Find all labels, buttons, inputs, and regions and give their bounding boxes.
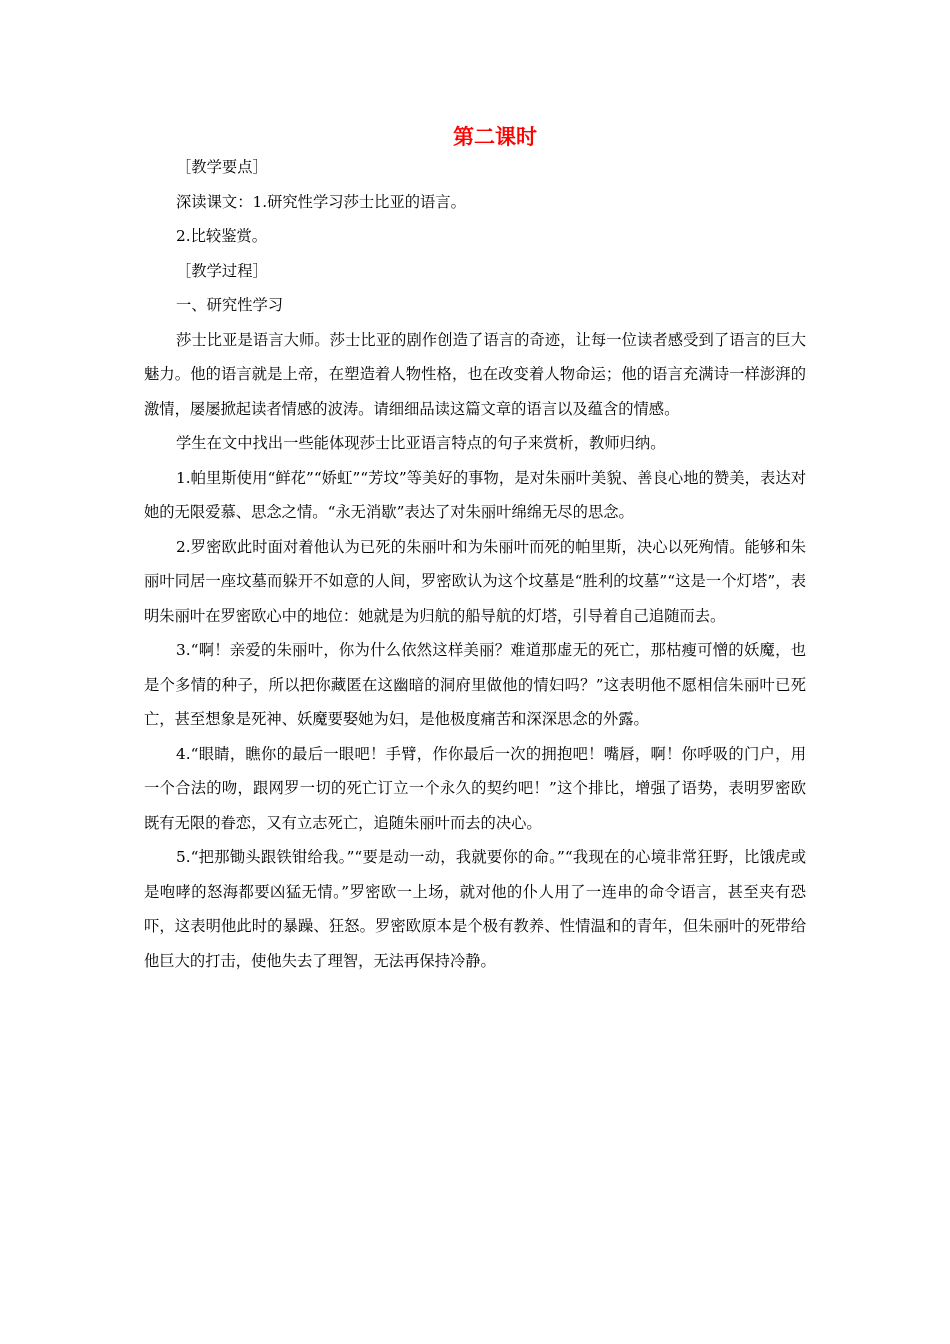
analysis-item-1: 1.帕里斯使用“鲜花”“娇虹”“芳坟”等美好的事物，是对朱丽叶美貌、善良心地的赞美，表达对她的无限爱慕、思念之情。“永无消歇”表达了对朱丽叶绵绵无尽的思念。 <box>144 468 806 521</box>
analysis-item-3: 3.“啊！亲爱的朱丽叶，你为什么依然这样美丽？难道那虚无的死亡，那枯瘦可憎的妖魔，也是个多情的种子，所以把你藏匿在这幽暗的洞府里做他的情妇吗？”这表明他不愿相信朱丽叶已死亡，甚至想象是死神、妖魔要娶她为妇，是他极度痛苦和深深思念的外露。 <box>144 641 806 728</box>
teaching-point-1: 深读课文：1.研究性学习莎士比亚的语言。 <box>176 192 466 211</box>
body-paragraph: 学生在文中找出一些能体现莎士比亚语言特点的句子来赏析，教师归纳。 <box>176 434 666 452</box>
section-heading-teaching-points: ［教学要点］ <box>176 158 268 176</box>
document-body <box>144 150 806 978</box>
analysis-item-5: 5.“把那锄头跟铁钳给我。”“要是动一动，我就要你的命。”“我现在的心境非常狂野，比饿虎或是咆哮的怒海都要凶猛无情。”罗密欧一上场，就对他的仆人用了一连串的命令语言，甚至夹有恐吓，这表明他此时的暴躁、狂怒。罗密欧原本是个极有教养、性情温和的青年，但朱丽叶的死带给他巨大的打击，使他失去了理智，无法再保持冷静。 <box>144 848 806 970</box>
analysis-item-4: 4.“眼睛，瞧你的最后一眼吧！手臂，作你最后一次的拥抱吧！嘴唇，啊！你呼吸的门户，用一个合法的吻，跟网罗一切的死亡订立一个永久的契约吧！”这个排比，增强了语势，表明罗密欧既有无限的眷恋，又有立志死亡，追随朱丽叶而去的决心。 <box>144 744 806 832</box>
teaching-point-2: 2.比较鉴赏。 <box>176 227 268 245</box>
page-title: 第二课时 <box>453 125 537 149</box>
subheading-research-study: 一、研究性学习 <box>176 296 284 314</box>
analysis-item-2: 2.罗密欧此时面对着他认为已死的朱丽叶和为朱丽叶而死的帕里斯，决心以死殉情。能够和朱丽叶同居一座坟墓而躲开不如意的人间，罗密欧认为这个坟墓是“胜利的坟墓”“这是一个灯塔”，表明朱丽叶在罗密欧心中的地位：她就是为归航的船导航的灯塔，引导着自己追随而去。 <box>144 537 806 625</box>
body-paragraph: 莎士比亚是语言大师。莎士比亚的剧作创造了语言的奇迹，让每一位读者感受到了语言的巨大魅力。他的语言就是上帝，在塑造着人物性格，也在改变着人物命运；他的语言充满诗一样澎湃的激情，屡屡掀起读者情感的波涛。请细细品读这篇文章的语言以及蕴含的情感。 <box>144 330 806 418</box>
section-heading-teaching-process: ［教学过程］ <box>176 261 268 280</box>
